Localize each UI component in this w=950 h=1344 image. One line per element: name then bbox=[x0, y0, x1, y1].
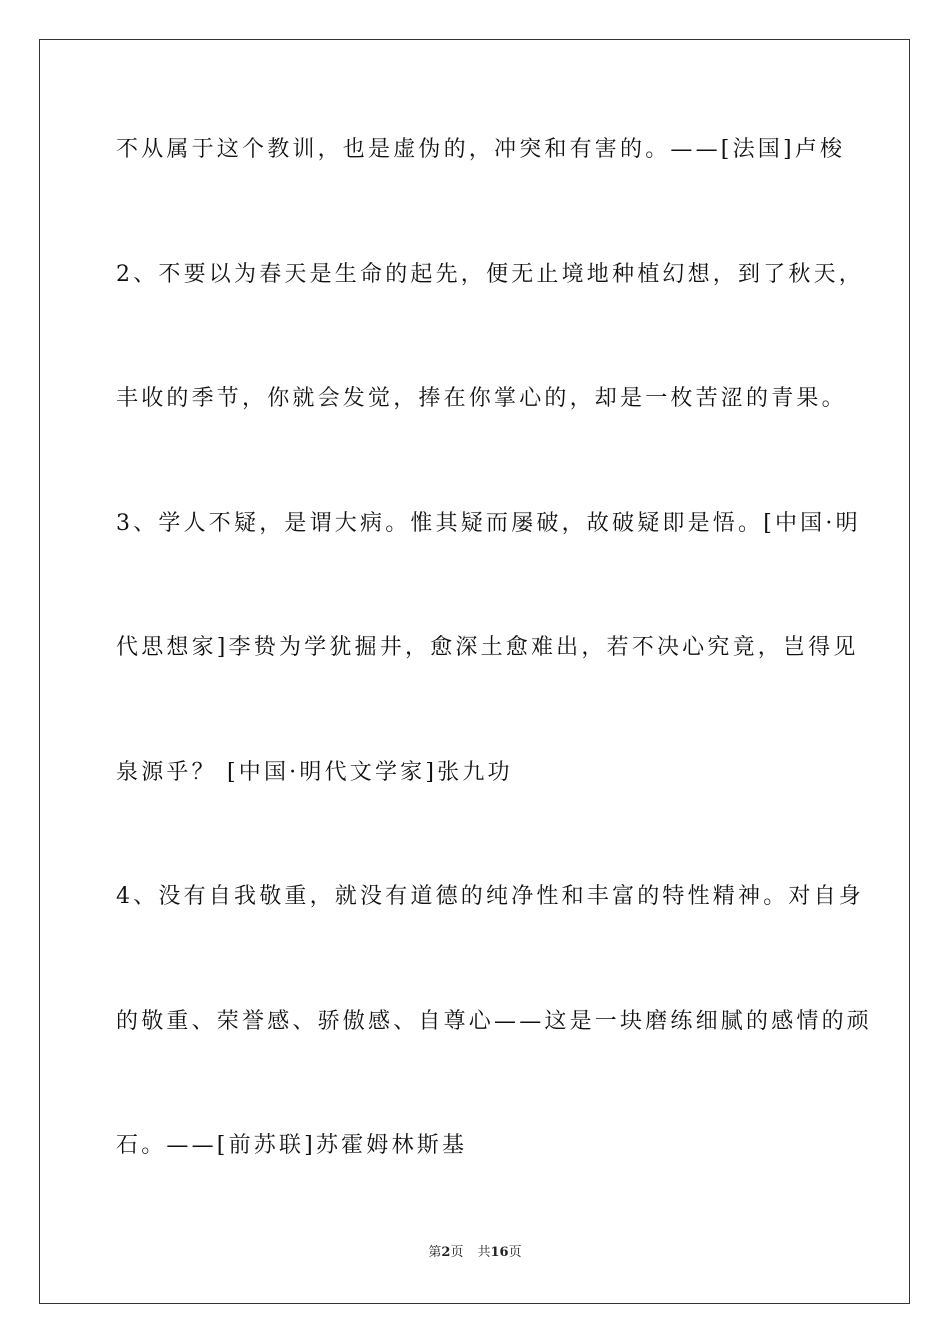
text-line-1: 不从属于这个教训，也是虚伪的，冲突和有害的。——[法国]卢梭 bbox=[116, 137, 846, 162]
text-line-4: 3、学人不疑，是谓大病。惟其疑而屡破，故破疑即是悟。[中国·明 bbox=[116, 511, 861, 536]
page-border bbox=[39, 39, 910, 1304]
text-line-2: 2、不要以为春天是生命的起先，便无止境地种植幻想，到了秋天， bbox=[116, 262, 864, 287]
footer-total-suffix: 页 bbox=[508, 1245, 522, 1260]
footer-total-prefix: 共 bbox=[477, 1245, 491, 1260]
text-line-8: 的敬重、荣誉感、骄傲感、自尊心——这是一块磨练细腻的感情的顽 bbox=[116, 1009, 873, 1034]
footer-total-pages: 16 bbox=[490, 1245, 509, 1260]
footer-page-prefix: 第 bbox=[428, 1245, 442, 1260]
text-line-9: 石。——[前苏联]苏霍姆林斯基 bbox=[116, 1133, 468, 1158]
footer-page-number: 2 bbox=[441, 1245, 451, 1260]
text-line-6: 泉源乎？ [中国·明代文学家]张九功 bbox=[116, 760, 513, 785]
text-line-7: 4、没有自我敬重，就没有道德的纯净性和丰富的特性精神。对自身 bbox=[116, 884, 864, 909]
text-line-5: 代思想家]李贽为学犹掘井，愈深土愈难出，若不决心究竟，岂得见 bbox=[116, 635, 859, 660]
text-line-3: 丰收的季节，你就会发觉，捧在你掌心的，却是一枚苦涩的青果。 bbox=[116, 386, 847, 411]
page-footer bbox=[0, 1244, 950, 1262]
footer-page-suffix: 页 bbox=[450, 1245, 464, 1260]
